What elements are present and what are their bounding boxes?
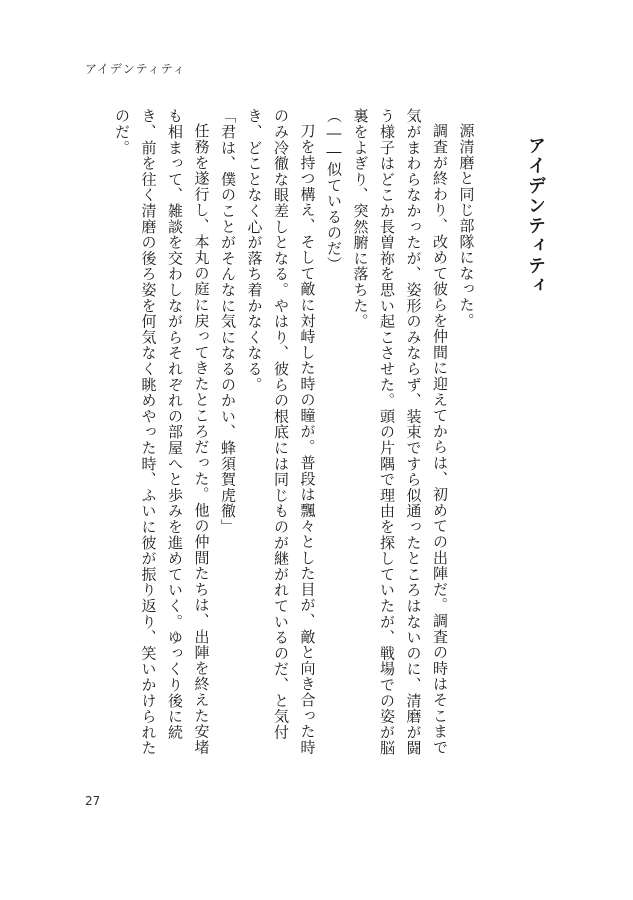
body-text — [109, 108, 549, 768]
paragraph: 調査が終わり、改めて彼らを仲間に迎えてからは、初めての出陣だ。調査の時はそこまで気がまわらなかったが、姿形のみならず、装束ですら似通ったところはないのに、清磨が闘う様子はどこか長曽祢を思い起こさせた。頭の片隅で理由を探していたが、戦場での姿が脳裏をよぎり、突然腑に落ちた。 — [351, 108, 449, 756]
paragraph: 「君は、僕のことがそんなに気になるのかい、蜂須賀虎徹」 — [219, 108, 237, 535]
chapter-title: アイデンティティ — [525, 136, 546, 296]
paragraph: 源清磨と同じ部隊になった。 — [457, 123, 476, 329]
page-number: 27 — [85, 794, 101, 808]
running-head: アイデンティティ — [85, 62, 186, 76]
paragraph: 任務を遂行し、本丸の庭に戻ってきたところだった。他の仲間たちは、出陣を終えた安堵も相まって、雑談を交わしながらそれぞれの部屋へと歩みを進めていく。ゆっくり後に続き、前を往く清磨の後ろ姿を何気なく眺めやった時、ふいに彼が振り返り、笑いかけられたのだ。 — [113, 108, 211, 756]
paragraph: 刀を持つ構え、そして敵に対峙した時の瞳が。普段は飄々とした目が、敵と向き合った時のみ冷徹な眼差しとなる。やはり、彼らの根底には同じものが継がれているのだ、と気付き、どことなく心が落ち着かなくなる。 — [245, 108, 317, 755]
paragraph: （――似ているのだ） — [325, 108, 343, 272]
